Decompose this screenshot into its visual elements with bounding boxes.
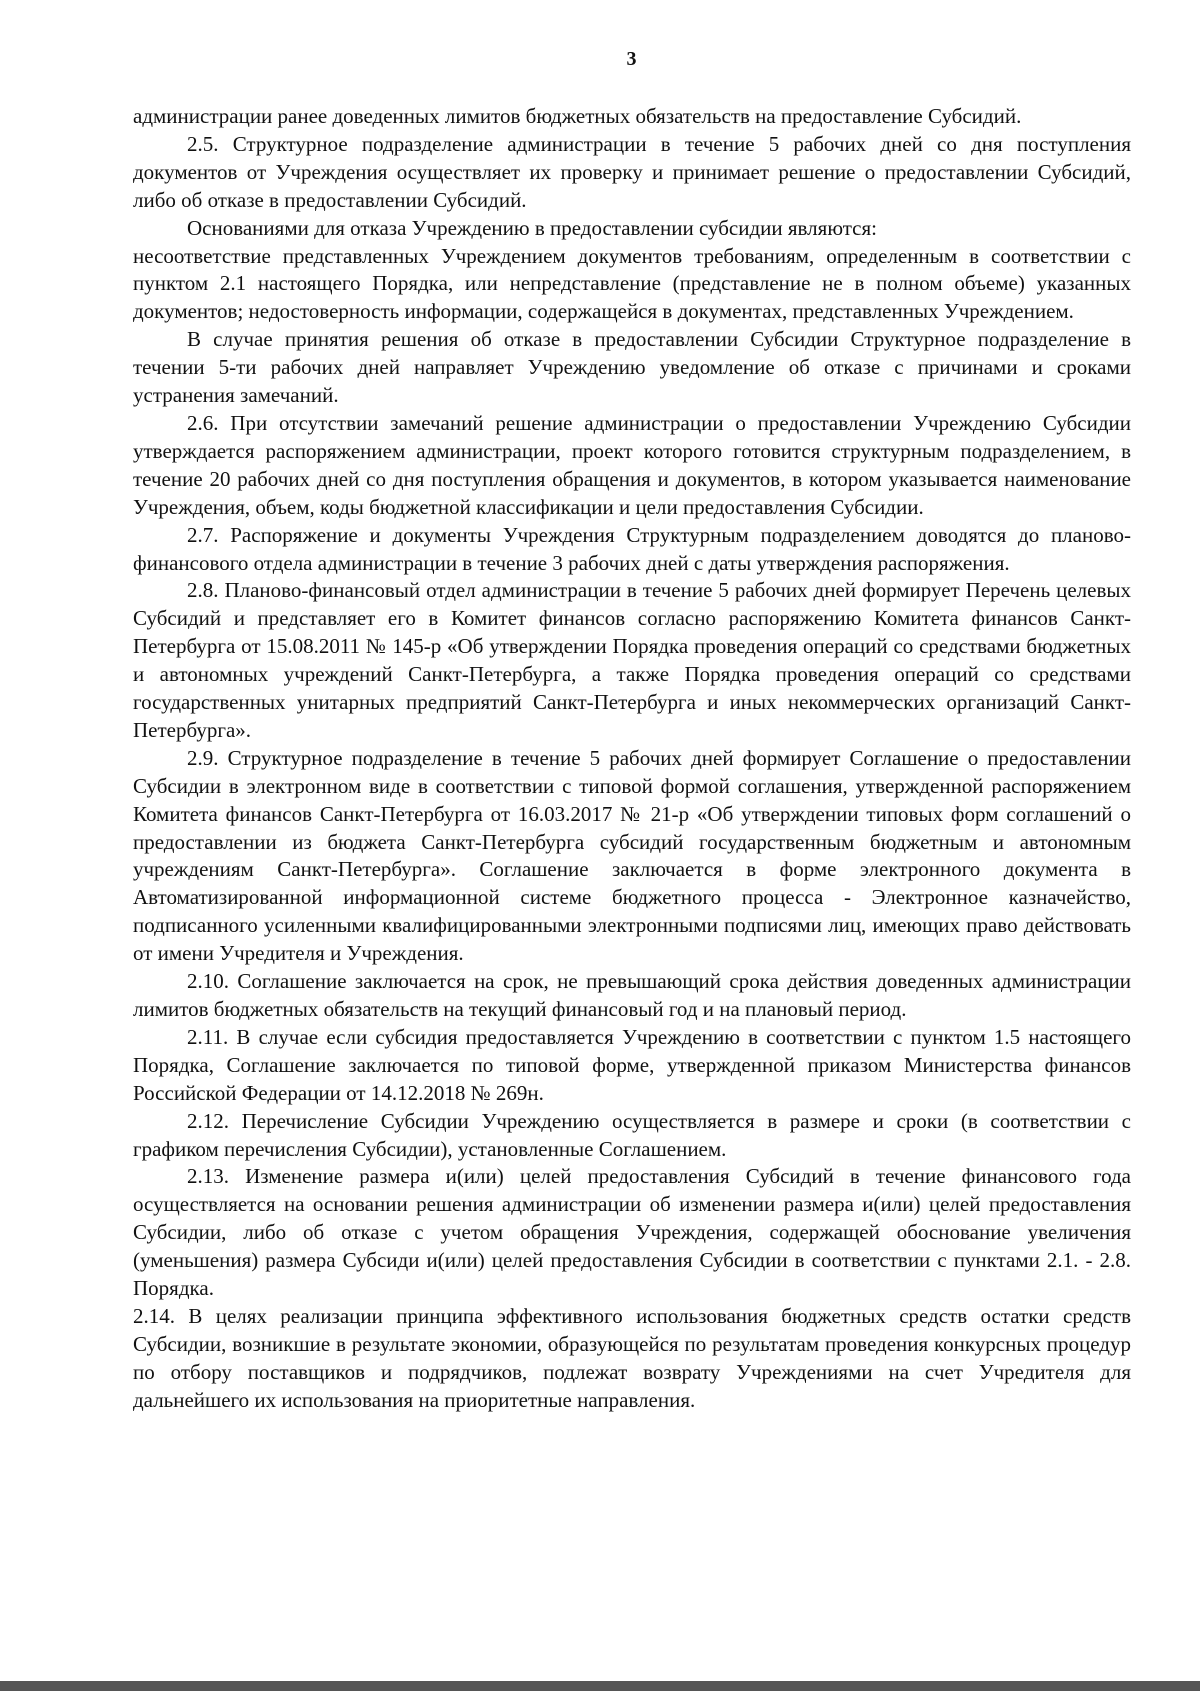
paragraph: 2.10. Соглашение заключается на срок, не превышающий срока действия доведенных администрации лимитов бюджетных обязательств на текущий финансовый год и на плановый период.	[133, 969, 1131, 1021]
paragraph: 2.8. Планово-финансовый отдел администрации в течение 5 рабочих дней формирует Перечень целевых Субсидий и представляет его в Комитет финансов согласно распоряжению Комитета финансов Санкт-Петербурга от 15.08.2011 № 145-р «Об утверждении Порядка проведения операций со средствами бюджетных и автономных учреждений Санкт-Петербурга, а также Порядка проведения операций со средствами государственных унитарных предприятий Санкт-Петербурга и иных некоммерческих организаций Санкт-Петербурга».	[133, 578, 1131, 742]
paragraph: Основаниями для отказа Учреждению в предоставлении субсидии являются:	[187, 215, 877, 240]
paragraph: администрации ранее доведенных лимитов бюджетных обязательств на предоставление Субсидий.	[133, 104, 1022, 128]
paragraph: 2.13. Изменение размера и(или) целей предоставления Субсидий в течение финансового года осуществляется на основании решения администрации об изменении размера и(или) целей предоставления Субсидии, либо об отказе с учетом обращения Учреждения, содержащей обоснование увеличения (уменьшения) размера Субсиди и(или) целей предоставления Субсидии в соответствии с пунктами 2.1. - 2.8. Порядка.	[133, 1164, 1131, 1301]
paragraph: 2.12. Перечисление Субсидии Учреждению осуществляется в размере и сроки (в соответствии с графиком перечисления Субсидии), установленные Соглашением.	[133, 1108, 1131, 1161]
document-body	[133, 103, 1131, 1415]
page-number: 3	[626, 48, 637, 70]
paragraph: несоответствие представленных Учреждением документов требованиям, определенным в соответствии с пунктом 2.1 настоящего Порядка, или непредставление (представление не в полном объеме) указанных документов; недостоверность информации, содержащейся в документах, представленных Учреждением.	[133, 243, 1131, 324]
paragraph: 2.6. При отсутствии замечаний решение администрации о предоставлении Учреждению Субсидии утверждается распоряжением администрации, проект которого готовится структурным подразделением, в течение 20 рабочих дней со дня поступления обращения и документов, в котором указывается наименование Учреждения, объем, коды бюджетной классификации и цели предоставления Субсидии.	[133, 410, 1131, 519]
paragraph: 2.5. Структурное подразделение администрации в течение 5 рабочих дней со дня поступления документов от Учреждения осуществляет их проверку и принимает решение о предоставлении Субсидий, либо об отказе в предоставлении Субсидий.	[133, 131, 1131, 212]
scan-bottom-edge	[0, 1681, 1200, 1691]
paragraph: 2.14. В целях реализации принципа эффективного использования бюджетных средств остатки средств Субсидии, возникшие в результате экономии, образующейся по результатам проведения конкурсных процедур по отбору поставщиков и подрядчиков, подлежат возврату Учреждениями на счет Учредителя для дальнейшего их использования на приоритетные направления.	[133, 1303, 1131, 1412]
paragraph: 2.7. Распоряжение и документы Учреждения Структурным подразделением доводятся до планово-финансового отдела администрации в течение 3 рабочих дней с даты утверждения распоряжения.	[133, 522, 1131, 575]
paragraph: 2.9. Структурное подразделение в течение 5 рабочих дней формирует Соглашение о предоставлении Субсидии в электронном виде в соответствии с типовой формой соглашения, утвержденной распоряжением Комитета финансов Санкт-Петербурга от 16.03.2017 № 21-р «Об утверждении типовых форм соглашений о предоставлении из бюджета Санкт-Петербурга субсидий государственным бюджетным и автономным учреждениям Санкт-Петербурга». Соглашение заключается в форме электронного документа в Автоматизированной информационной системе бюджетного процесса - Электронное казначейство, подписанного усиленными квалифицированными электронными подписями лиц, имеющих право действовать от имени Учредителя и Учреждения.	[133, 745, 1131, 966]
paragraph: В случае принятия решения об отказе в предоставлении Субсидии Структурное подразделение в течении 5-ти рабочих дней направляет Учреждению уведомление об отказе с причинами и сроками устранения замечаний.	[133, 327, 1131, 408]
paragraph: 2.11. В случае если субсидия предоставляется Учреждению в соответствии с пунктом 1.5 настоящего Порядка, Соглашение заключается по типовой форме, утвержденной приказом Министерства финансов Российской Федерации от 14.12.2018 № 269н.	[133, 1024, 1131, 1105]
